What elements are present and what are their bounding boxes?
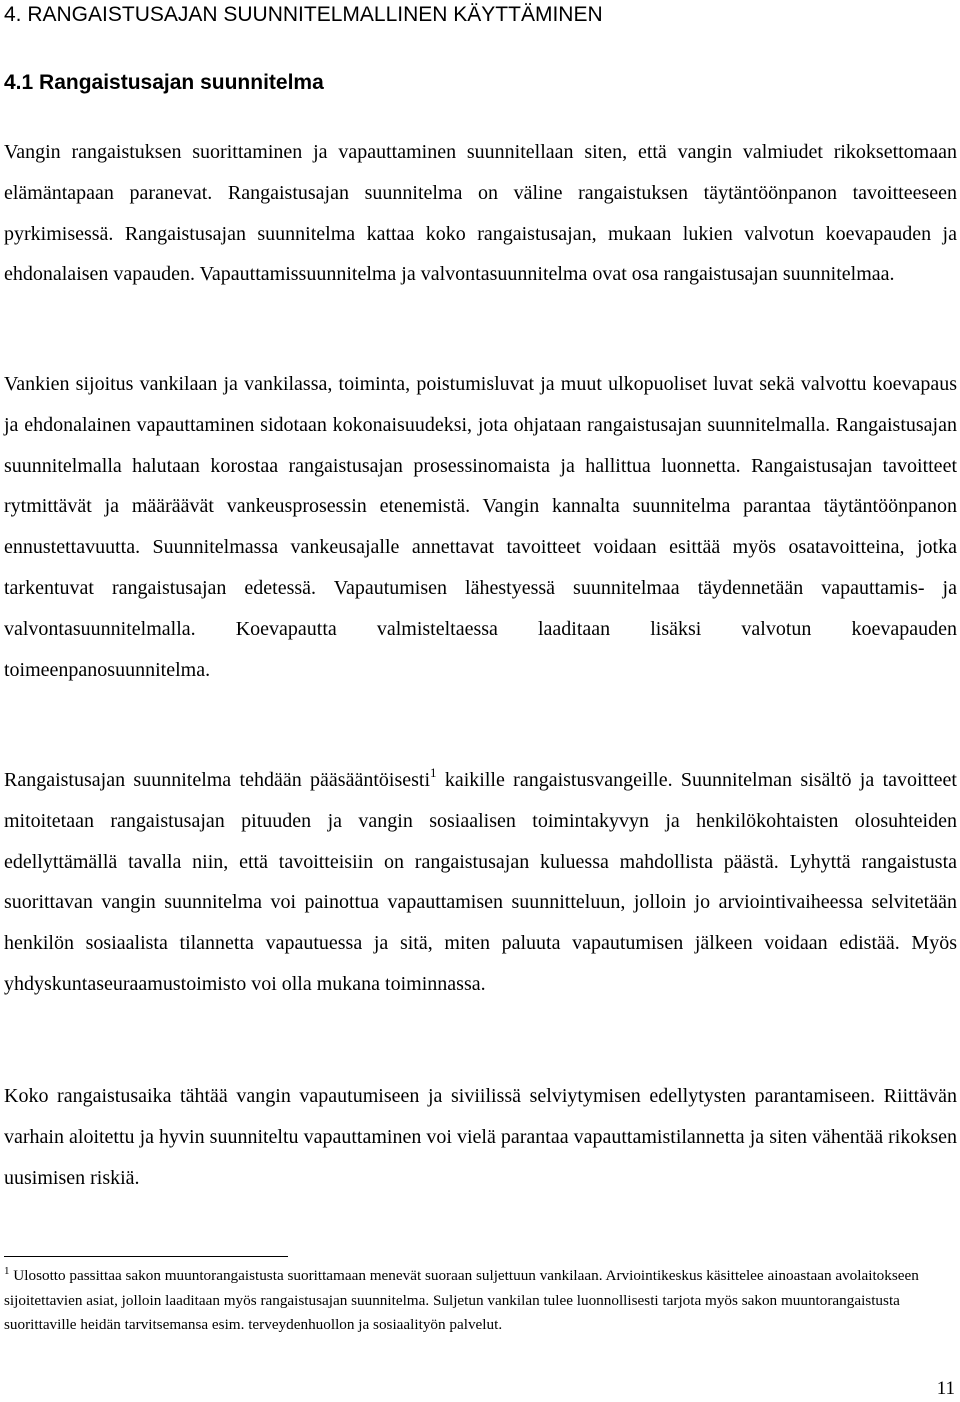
footnote-divider	[4, 1256, 288, 1257]
page-number: 11	[936, 1378, 955, 1399]
footnote-reference[interactable]: 1	[430, 765, 437, 780]
footnote-number: 1	[4, 1265, 10, 1277]
paragraph-3-text-start: Rangaistusajan suunnitelma tehdään pääsääntöisesti	[4, 769, 431, 791]
section-heading: 4.1 Rangaistusajan suunnitelma	[4, 71, 324, 94]
footnote	[4, 1264, 957, 1338]
paragraph-1: Vangin rangaistuksen suorittaminen ja vapauttaminen suunnitellaan siten, että vangin valmiudet rikoksettomaan elämäntapaan paranevat. Rangaistusajan suunnitelma on väline rangaistuksen täytäntöönpanon tavoitteeseen pyrkimisessä. Rangaistusajan suunnitelma kattaa koko rangaistusajan, mukaan lukien valvotun koevapauden ja ehdonalaisen vapauden. Vapauttamissuunnitelma ja valvontasuunnitelma ovat osa rangaistusajan suunnitelmaa.	[4, 141, 957, 286]
paragraph-3	[4, 760, 957, 1005]
paragraph-3-text-end: kaikille rangaistusvangeille. Suunnitelman sisältö ja tavoitteet mitoitetaan rangaistusajan pituuden ja vangin sosiaalisen toimintakyvyn ja henkilökohtaisten olosuhteiden edellyttämällä tavalla niin, että tavoitteisiin on rangaistusajan kuluessa mahdollista päästä. Lyhyttä rangaistusta suorittavan vangin suunnitelma voi painottua vapauttamisen suunnitteluun, jolloin jo arviointivaiheessa selvitetään henkilön sosiaalista tilannetta vapautuessa ja sitä, miten paluuta vapautumisen jälkeen voidaan edistää. Myös yhdyskuntaseuraamustoimisto voi olla mukana toiminnassa.	[4, 769, 957, 995]
paragraph-2: Vankien sijoitus vankilaan ja vankilassa, toiminta, poistumisluvat ja muut ulkopuoliset luvat sekä valvottu koevapaus ja ehdonalainen vapauttaminen sidotaan kokonaisuudeksi, jota ohjataan rangaistusajan suunnitelmalla. Rangaistusajan suunnitelmalla halutaan korostaa rangaistusajan prosessinomaista ja hallittua luonnetta. Rangaistusajan tavoitteet rytmittävät ja määräävät vankeusprosessin etenemistä. Vangin kannalta suunnitelma parantaa täytäntöönpanon ennustettavuutta. Suunnitelmassa vankeusajalle annettavat tavoitteet voidaan esittää myös osatavoitteina, jotka tarkentuvat rangaistusajan edetessä. Vapautumisen lähestyessä suunnitelmaa täydennetään vapauttamis- ja valvontasuunnitelmalla. Koevapautta valmisteltaessa laaditaan lisäksi valvotun koevapauden toimeenpanosuunnitelma.	[4, 373, 957, 681]
chapter-heading: 4. RANGAISTUSAJAN SUUNNITELMALLINEN KÄYTTÄMINEN	[4, 3, 603, 26]
paragraph-4: Koko rangaistusaika tähtää vangin vapautumiseen ja siviilissä selviytymisen edellytysten parantamiseen. Riittävän varhain aloitettu ja hyvin suunniteltu vapauttaminen voi vielä parantaa vapauttamistilannetta ja siten vähentää rikoksen uusimisen riskiä.	[4, 1085, 957, 1189]
footnote-text: Ulosotto passittaa sakon muuntorangaistusta suorittamaan menevät suoraan suljettuun vankilaan. Arviointikeskus käsittelee ainoastaan avolaitokseen sijoitettavien asiat, jolloin laaditaan myös rangaistusajan suunnitelma. Suljetun vankilan tulee luonnollisesti tarjota myös sakon muuntorangaistusta suorittaville heidän tarvitsemansa esim. terveydenhuollon ja sosiaalityön palvelut.	[4, 1267, 919, 1334]
